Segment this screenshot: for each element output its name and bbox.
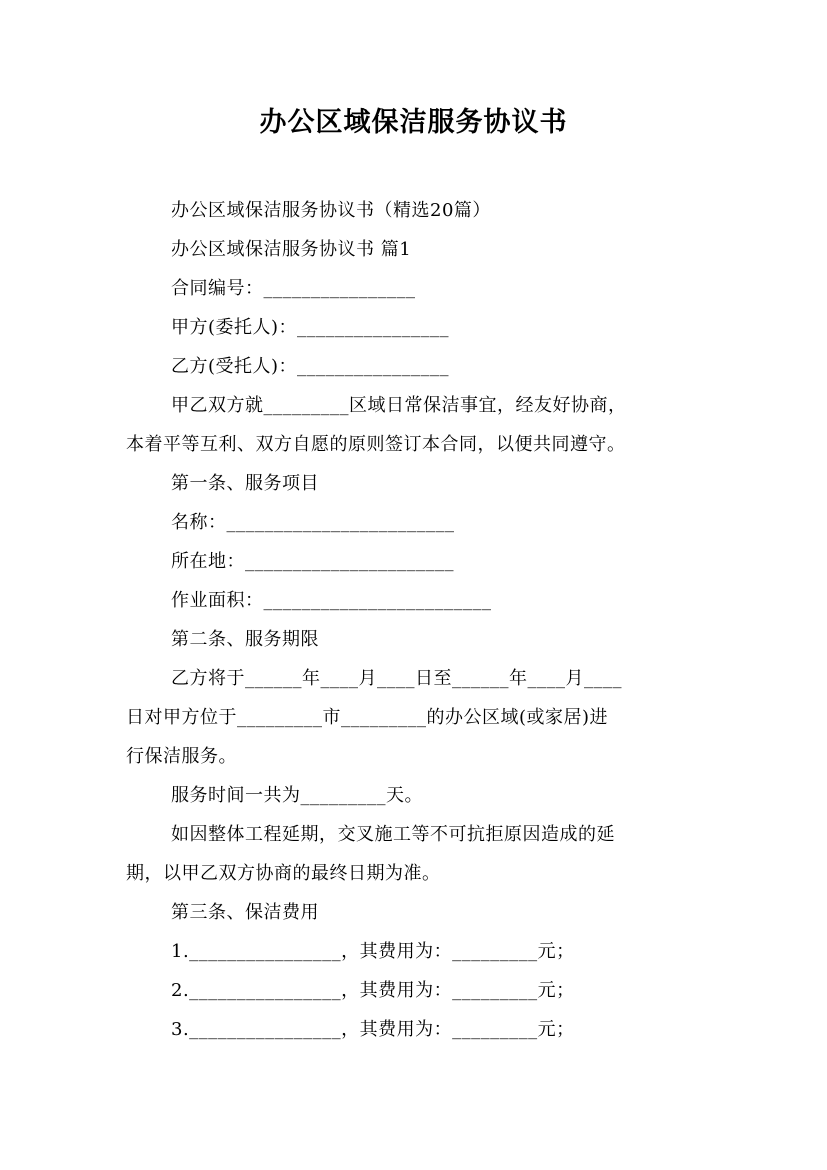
agreement-intro-line-2: 本着平等互利、双方自愿的原则签订本合同，以便共同遵守。 [126,434,626,455]
clause-2-heading: 第二条、服务期限 [171,629,319,650]
party-b-field: 乙方(受托人)：________________ [171,356,450,377]
fee-item-3: 3.________________，其费用为：_________元； [171,1019,575,1040]
location-field: 所在地：______________________ [171,551,454,572]
clause-1-heading: 第一条、服务项目 [171,473,319,494]
document-title: 办公区域保洁服务协议书 [259,107,568,138]
service-name-field: 名称：________________________ [171,512,455,533]
contract-number-field: 合同编号：________________ [171,278,416,299]
fee-item-2: 2.________________，其费用为：_________元； [171,980,575,1001]
subtitle-selection: 办公区域保洁服务协议书（精选20篇） [171,200,491,221]
service-period-line-2: 日对甲方位于_________市_________的办公区域(或家居)进 [126,707,609,728]
section-heading-article-1: 办公区域保洁服务协议书 篇1 [171,239,412,260]
agreement-intro-line-1: 甲乙双方就_________区域日常保洁事宜，经友好协商， [171,395,627,416]
delay-clause-line-1: 如因整体工程延期，交叉施工等不可抗拒原因造成的延 [171,824,615,845]
party-a-field: 甲方(委托人)：________________ [171,317,450,338]
service-period-line-3: 行保洁服务。 [126,746,237,767]
service-period-line-1: 乙方将于______年____月____日至______年____月____ [171,668,622,689]
delay-clause-line-2: 期，以甲乙双方协商的最终日期为准。 [126,863,441,884]
service-duration-field: 服务时间一共为_________天。 [171,785,423,806]
work-area-field: 作业面积：________________________ [171,590,492,611]
fee-item-1: 1.________________，其费用为：_________元； [171,941,575,962]
clause-3-heading: 第三条、保洁费用 [171,902,319,923]
